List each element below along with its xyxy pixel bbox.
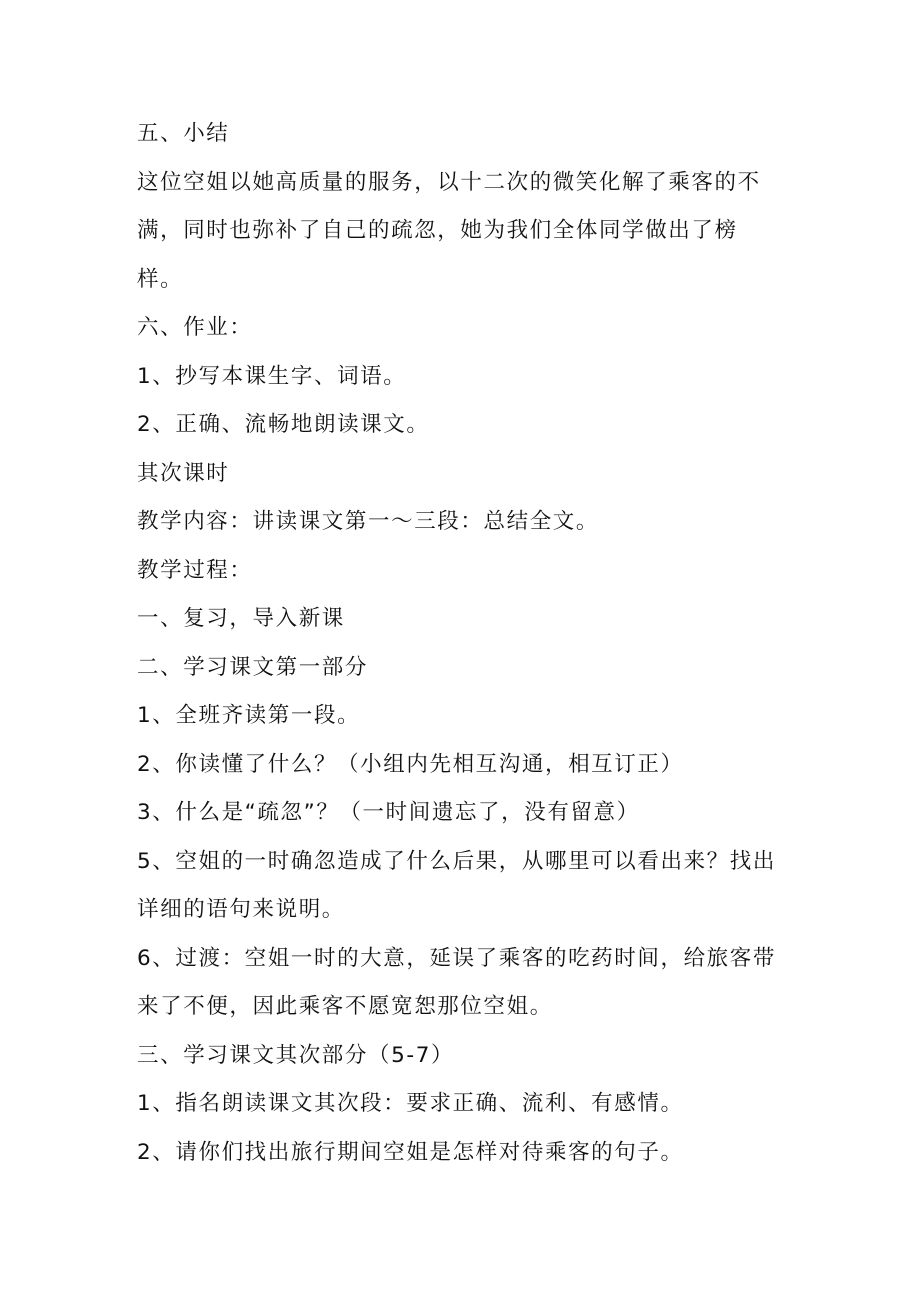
section-heading-summary: 五、小结 [137, 121, 230, 146]
teaching-process-heading: 教学过程： [137, 557, 253, 583]
document-body [137, 110, 787, 1177]
list-item: 3、什么是“疏忽”？（一时间遗忘了，没有留意） [137, 800, 640, 825]
list-item-continuation: 来了不便，因此乘客不愿宽恕那位空姐。 [137, 994, 553, 1019]
list-item: 1、全班齐读第一段。 [137, 703, 361, 728]
teaching-content: 教学内容：讲读课文第一～三段：总结全文。 [137, 509, 600, 534]
list-item: 2、正确、流畅地朗读课文。 [137, 412, 430, 437]
paragraph-line: 样。 [137, 266, 184, 292]
list-item: 2、你读懂了什么？（小组内先相互沟通，相互订正） [137, 751, 684, 777]
lesson-heading: 其次课时 [137, 460, 230, 486]
paragraph-line: 这位空姐以她高质量的服务，以十二次的微笑化解了乘客的不 [137, 169, 761, 195]
section-heading-review: 一、复习，导入新课 [137, 606, 345, 631]
list-item: 2、请你们找出旅行期间空姐是怎样对待乘客的句子。 [137, 1139, 684, 1165]
section-heading-part-two: 三、学习课文其次部分（5-7） [137, 1042, 455, 1068]
list-item: 1、抄写本课生字、词语。 [137, 363, 407, 389]
paragraph-line: 满，同时也弥补了自己的疏忽，她为我们全体同学做出了榜 [137, 218, 738, 243]
section-heading-part-one: 二、学习课文第一部分 [137, 654, 369, 680]
section-heading-homework: 六、作业： [137, 315, 253, 340]
list-item: 6、过渡：空姐一时的大意，延误了乘客的吃药时间，给旅客带 [137, 945, 776, 971]
list-item: 1、指名朗读课文其次段：要求正确、流利、有感情。 [137, 1091, 684, 1116]
list-item: 5、空姐的一时确忽造成了什么后果，从哪里可以看出来？找出 [137, 848, 776, 874]
list-item-continuation: 详细的语句来说明。 [137, 897, 345, 922]
